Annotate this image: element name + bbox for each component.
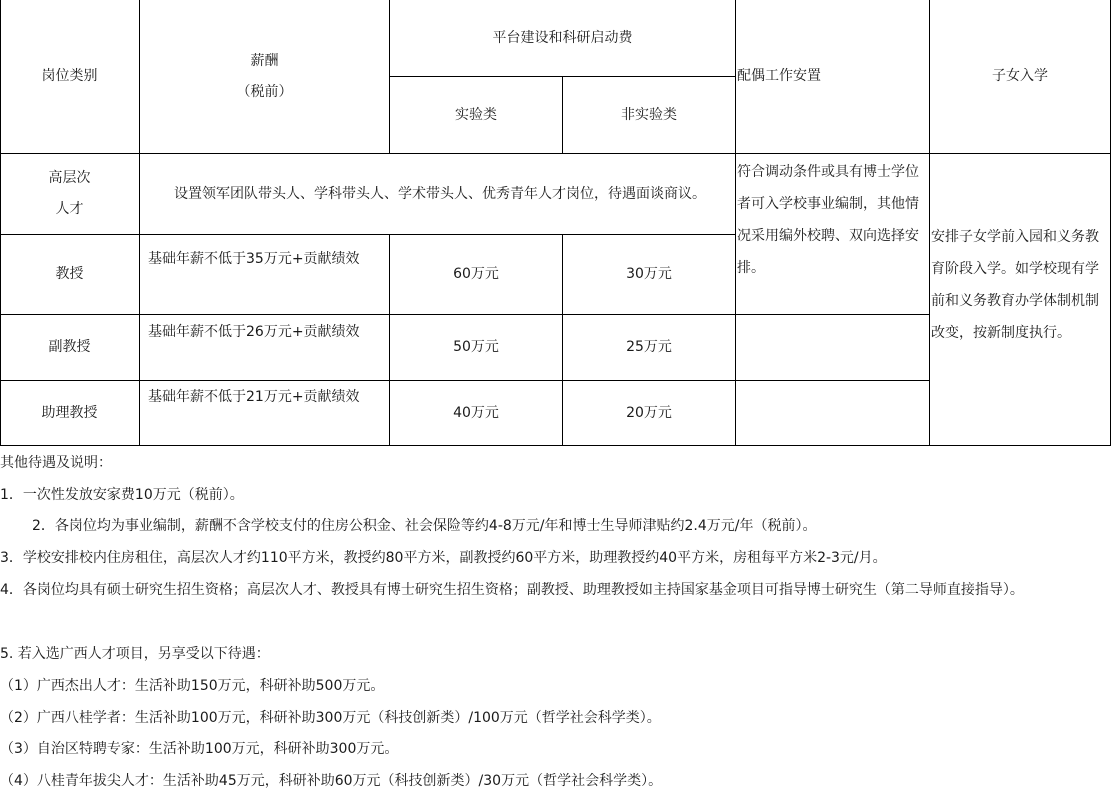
- grid-line: [0, 445, 1111, 446]
- note-item-5: 5. 若入选广西人才项目，另享受以下待遇：: [0, 646, 270, 662]
- category-label: 教授: [55, 266, 84, 282]
- header-experimental: [390, 77, 562, 153]
- fee-value: 40万元: [453, 404, 499, 421]
- spouse-placement-text: 符合调动条件或具有博士学位者可入学校事业编制，其他情况采用编外校聘、双向选择安排。: [737, 164, 919, 276]
- row-associate-non-experimental: [563, 315, 735, 380]
- note-item-1: 1．一次性发放安家费10万元（税前）。: [0, 487, 244, 503]
- row-professor-experimental: [390, 235, 562, 314]
- note-sub-1: （1）广西杰出人才：生活补助150万元，科研补助500万元。: [0, 678, 385, 694]
- merged-text: 设置领军团队带头人、学科带头人、学术带头人、优秀青年人才岗位，待遇面谈商议。: [174, 185, 706, 202]
- header-spouse-label: 配偶工作安置: [737, 68, 821, 84]
- header-non-experimental-label: 非实验类: [621, 106, 677, 123]
- header-experimental-label: 实验类: [455, 106, 497, 123]
- fee-value: 25万元: [626, 339, 672, 355]
- row-high-level-category: [0, 162, 139, 226]
- fee-value: 30万元: [626, 266, 672, 282]
- salary-text: 基础年薪不低于35万元+贡献绩效: [148, 251, 360, 267]
- header-salary: [140, 0, 389, 153]
- note-item-2: 2．各岗位均为事业编制，薪酬不含学校支付的住房公积金、社会保险等约4-8万元/年和博士生导师津贴约2.4万元/年（税前）。: [32, 518, 817, 534]
- header-position-type: [0, 0, 139, 153]
- fee-value: 50万元: [453, 339, 499, 355]
- fee-value: 20万元: [626, 404, 672, 421]
- note-sub-4: （4）八桂青年拔尖人才：生活补助45万元，科研补助60万元（科技创新类）/30万元（哲学社会科学类）。: [0, 773, 663, 789]
- row-high-level-merged: [145, 162, 735, 226]
- note-sub-3: （3）自治区特聘专家：生活补助100万元，科研补助300万元。: [0, 741, 399, 757]
- category-label: 高层次: [48, 170, 91, 186]
- grid-line: [1110, 0, 1111, 446]
- category-label: 人才: [55, 201, 84, 217]
- note-sub-2: （2）广西八桂学者：生活补助100万元，科研补助300万元（科技创新类）/100万元（哲学社会科学类）。: [0, 710, 661, 726]
- header-children: [930, 0, 1110, 153]
- grid-line: [0, 153, 1111, 154]
- header-spouse: [737, 60, 929, 92]
- salary-text: 基础年薪不低于21万元+贡献绩效: [148, 389, 360, 405]
- row-assistant-experimental: [390, 381, 562, 445]
- notes-title: 其他待遇及说明：: [0, 455, 112, 471]
- header-salary-note: （税前）: [236, 83, 293, 100]
- header-position-type-label: 岗位类别: [41, 68, 98, 84]
- header-salary-label: 薪酬: [250, 52, 279, 69]
- category-label: 副教授: [48, 339, 91, 355]
- row-associate-salary: [148, 316, 384, 348]
- row-professor-salary: [148, 243, 384, 275]
- salary-text: 基础年薪不低于26万元+贡献绩效: [148, 324, 360, 340]
- children-enrollment-text: 安排子女学前入园和义务教育阶段入学。如学校现有学前和义务教育办学体制机制改变，按新制度执行。: [931, 229, 1099, 341]
- header-children-label: 子女入学: [992, 68, 1048, 84]
- row-associate-experimental: [390, 315, 562, 380]
- row-assistant-salary: [148, 381, 384, 413]
- row-professor-category: [0, 235, 139, 314]
- category-label: 助理教授: [41, 404, 98, 421]
- fee-value: 60万元: [453, 266, 499, 282]
- note-item-3: 3．学校安排校内住房租住，高层次人才约110平方米，教授约80平方米，副教授约60平方米，助理教授约40平方米，房租每平方米2-3元/月。: [0, 550, 887, 566]
- row-professor-non-experimental: [563, 235, 735, 314]
- row-assistant-non-experimental: [563, 381, 735, 445]
- header-platform-fee-label: 平台建设和科研启动费: [492, 29, 633, 46]
- header-platform-fee: [390, 0, 735, 76]
- row-assistant-category: [0, 381, 139, 445]
- header-non-experimental: [563, 77, 735, 153]
- note-item-4: 4．各岗位均具有硕士研究生招生资格；高层次人才、教授具有博士研究生招生资格；副教授、助理教授如主持国家基金项目可指导博士研究生（第二导师直接指导）。: [0, 582, 1024, 598]
- row-associate-category: [0, 315, 139, 380]
